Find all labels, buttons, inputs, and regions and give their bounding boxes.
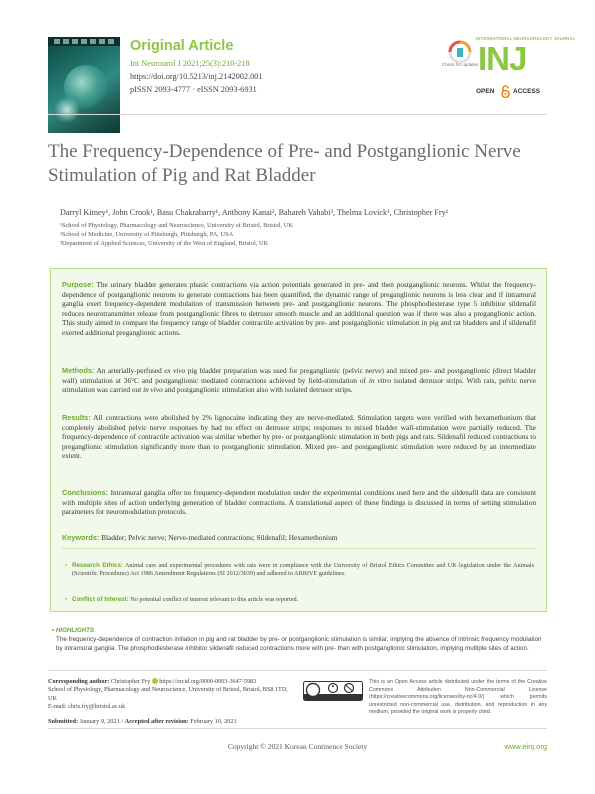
open-access-open: OPEN bbox=[476, 88, 495, 95]
open-access-icon bbox=[500, 85, 511, 98]
purpose-text: The urinary bladder generates phasic contractions via action potentials generated in pre- and then postganglionic neurons. Whilst the frequency-dependence of postganglionic neurons to generate contractions has been quantified, the dynamic range of preganglionic neurons is less clear and if intramural ganglia exert frequency-dependent modulation of transmission between pre- and postganglionic neurons. The phosphodiesterase type 5 inhibitor sildenafil reduces neurotransmitter release from postganglionic fibres to detrusor smooth muscle and an additional question was if there was also a preganglionic action. This study aimed to compare the frequency range of bladder contractile activation by pre- and postganglionic stimulation in pig and rat bladders and if sildenafil exerted additional preganglionic actions. bbox=[62, 280, 536, 337]
corresponding-email[interactable]: E-mail: chris.fry@bristol.ac.uk bbox=[48, 702, 126, 710]
keywords-divider bbox=[62, 548, 536, 549]
abstract-results bbox=[62, 413, 536, 461]
highlights-heading: • HIGHLIGHTS bbox=[52, 627, 95, 634]
methods-text-4: and postganglionic stimulation also with isolated detrusor strips. bbox=[164, 385, 353, 395]
methods-in-vitro: in vitro bbox=[368, 375, 391, 385]
affiliation-1: ¹School of Physiology, Pharmacology and Neuroscience, University of Bristol, Bristol, UK bbox=[60, 222, 293, 229]
abstract-conclusions bbox=[62, 488, 536, 517]
doi-link[interactable]: https://doi.org/10.5213/inj.2142002.001 bbox=[130, 72, 263, 81]
coi-label: Conflict of Interest: bbox=[72, 596, 129, 603]
bullet-ethics: • bbox=[65, 562, 68, 569]
journal-logo: INJ bbox=[478, 40, 527, 77]
highlights-divider bbox=[48, 670, 547, 671]
submitted-date: January 9, 2021 bbox=[79, 718, 120, 725]
corresponding-author bbox=[48, 678, 288, 711]
corresponding-name: Christopher Fry bbox=[110, 678, 151, 685]
article-type: Original Article bbox=[130, 38, 234, 54]
conclusions-text: Intramural ganglia offer no frequency-dependent modulation under the experimental conditions used here and the sildenafil data are consistent with multiple sites of action underlying generation of bladder contractions. A translational aspect of these findings is discussed in terms of setting stimulation parameters for neuromodulation protocols. bbox=[62, 488, 537, 517]
open-access-access: ACCESS bbox=[513, 88, 541, 95]
citation: Int Neurourol J 2021;25(3):210-218 bbox=[130, 59, 250, 68]
keywords-text: Bladder; Pelvic nerve; Nerve-mediated contractions; Sildenafil; Hexamethonium bbox=[101, 533, 338, 542]
abstract-methods bbox=[62, 366, 536, 395]
corresponding-address: School of Physiology, Pharmacology and Neuroscience, University of Bristol, Bristol, BS8 1TD, UK bbox=[48, 686, 288, 702]
submission-dates: Submitted: January 9, 2021 / Accepted after revision: February 10, 2021 bbox=[48, 718, 237, 725]
corresponding-label: Corresponding author: bbox=[48, 678, 110, 685]
author-list: Darryl Kitney¹, John Crook¹, Basu Chakrabarty¹, Anthony Kanai², Bahareh Vahabi³, Thelma Lovick¹, Christopher Fry¹ bbox=[60, 208, 449, 217]
journal-cover-thumbnail bbox=[48, 37, 120, 133]
orcid-link[interactable]: https://orcid.org/0000-0003-3647-5983 bbox=[159, 678, 257, 685]
methods-text-1: An arterially-perfused bbox=[96, 366, 162, 375]
methods-label: Methods: bbox=[62, 366, 95, 375]
copyright: Copyright © 2021 Korean Continence Society bbox=[227, 742, 368, 751]
bullet-coi: • bbox=[65, 596, 68, 603]
results-text: All contractions were abolished by 2% lignocaine indicating they are nerve-mediated. Stimulation targets were verified with hexamethonium that completely abolished pelvic nerve responses by had no effect on detrusor strips; responses to mixed bladder wall-stimulation were partially reduced. The frequency-dependence of contractile activation was similar whether by pre- or postganglionic stimulation in both pigs and rats. Sildenafil reduced contractions to preganglionic stimulation significantly more than to postganglionic stimulation. Mixed pre- and postganglionic stimulation were reduced by an intermediate extent. bbox=[62, 413, 537, 461]
ethics-text: Animal care and experimental procedures with rats were in compliance with the University of Bristol Ethics Committee and UK legislation under the Animals (Scientific Procedures) Act 1986 Amendment Regulations (SI 2012/3039) and adhered to ARRIVE guidelines. bbox=[72, 562, 534, 578]
issn: pISSN 2093-4777 · eISSN 2093-6931 bbox=[130, 85, 257, 94]
header-divider bbox=[48, 114, 547, 115]
methods-in-vivo: in vivo bbox=[143, 385, 163, 395]
conclusions-label: Conclusions: bbox=[62, 488, 109, 497]
keywords-label: Keywords: bbox=[62, 533, 100, 542]
crossmark-icon[interactable] bbox=[445, 40, 475, 74]
crossmark-label: Check for updates bbox=[441, 62, 479, 67]
abstract-purpose bbox=[62, 280, 536, 338]
methods-text-2: pig bladder preparation was used for preganglionic (pelvic nerve) and mixed pre- and postganglionic (direct bladder wall) stimulation at 36°C and postganglionic mediated contractions achieved by field-stimulation of bbox=[62, 366, 536, 385]
results-label: Results: bbox=[62, 413, 91, 422]
ethics-label: Research Ethics: bbox=[72, 562, 123, 569]
affiliation-2: ²School of Medicine, University of Pittsburgh, Pittsburgh, PA, USA bbox=[60, 231, 234, 238]
cc-by-nc-icon[interactable] bbox=[303, 681, 363, 701]
accepted-date: February 10, 2021 bbox=[190, 718, 237, 725]
affiliation-3: ³Department of Applied Sciences, University of the West of England, Bristol, UK bbox=[60, 240, 269, 247]
footer-divider bbox=[48, 728, 547, 729]
license-text: This is an Open Access article distributed under the terms of the Creative Commons Attribution Non-Commercial License (https://creativecommons.org/licenses/by-nc/4.0/) which permits unrestricted non-commercial use, distribution, and reproduction in any medium, provided the original work is properly cited. bbox=[369, 679, 547, 716]
submitted-label: Submitted: bbox=[48, 718, 79, 725]
keywords bbox=[62, 533, 536, 542]
journal-name: INTERNATIONAL NEUROUROLOGY JOURNAL bbox=[476, 36, 576, 41]
purpose-label: Purpose: bbox=[62, 280, 94, 289]
orcid-icon bbox=[152, 678, 158, 684]
conflict-of-interest-note bbox=[72, 596, 534, 604]
journal-website-link[interactable]: www.einj.org bbox=[504, 742, 547, 751]
coi-text: No potential conflict of interest relevant to this article was reported. bbox=[130, 596, 299, 603]
accepted-label: Accepted after revision: bbox=[124, 718, 189, 725]
methods-ex-vivo: ex vivo bbox=[164, 366, 186, 375]
paper-title: The Frequency-Dependence of Pre- and Postganglionic Nerve Stimulation of Pig and Rat Bladder bbox=[48, 141, 521, 186]
research-ethics-note bbox=[72, 562, 534, 579]
highlights-text: The frequency-dependence of contraction initiation in pig and rat bladder by pre- or postganglionic stimulation is similar, implying the absence of intrinsic frequency modulation by intramural ganglia. The phosphodiesterase inhibitor sildenafil reduced contractions more with pre- than with postganglionic stimulation, implying multiple sites of action. bbox=[56, 636, 542, 652]
methods-text-3: isolated detrusor strips. With rats, pelvic nerve stimulation was carried out bbox=[62, 375, 537, 395]
